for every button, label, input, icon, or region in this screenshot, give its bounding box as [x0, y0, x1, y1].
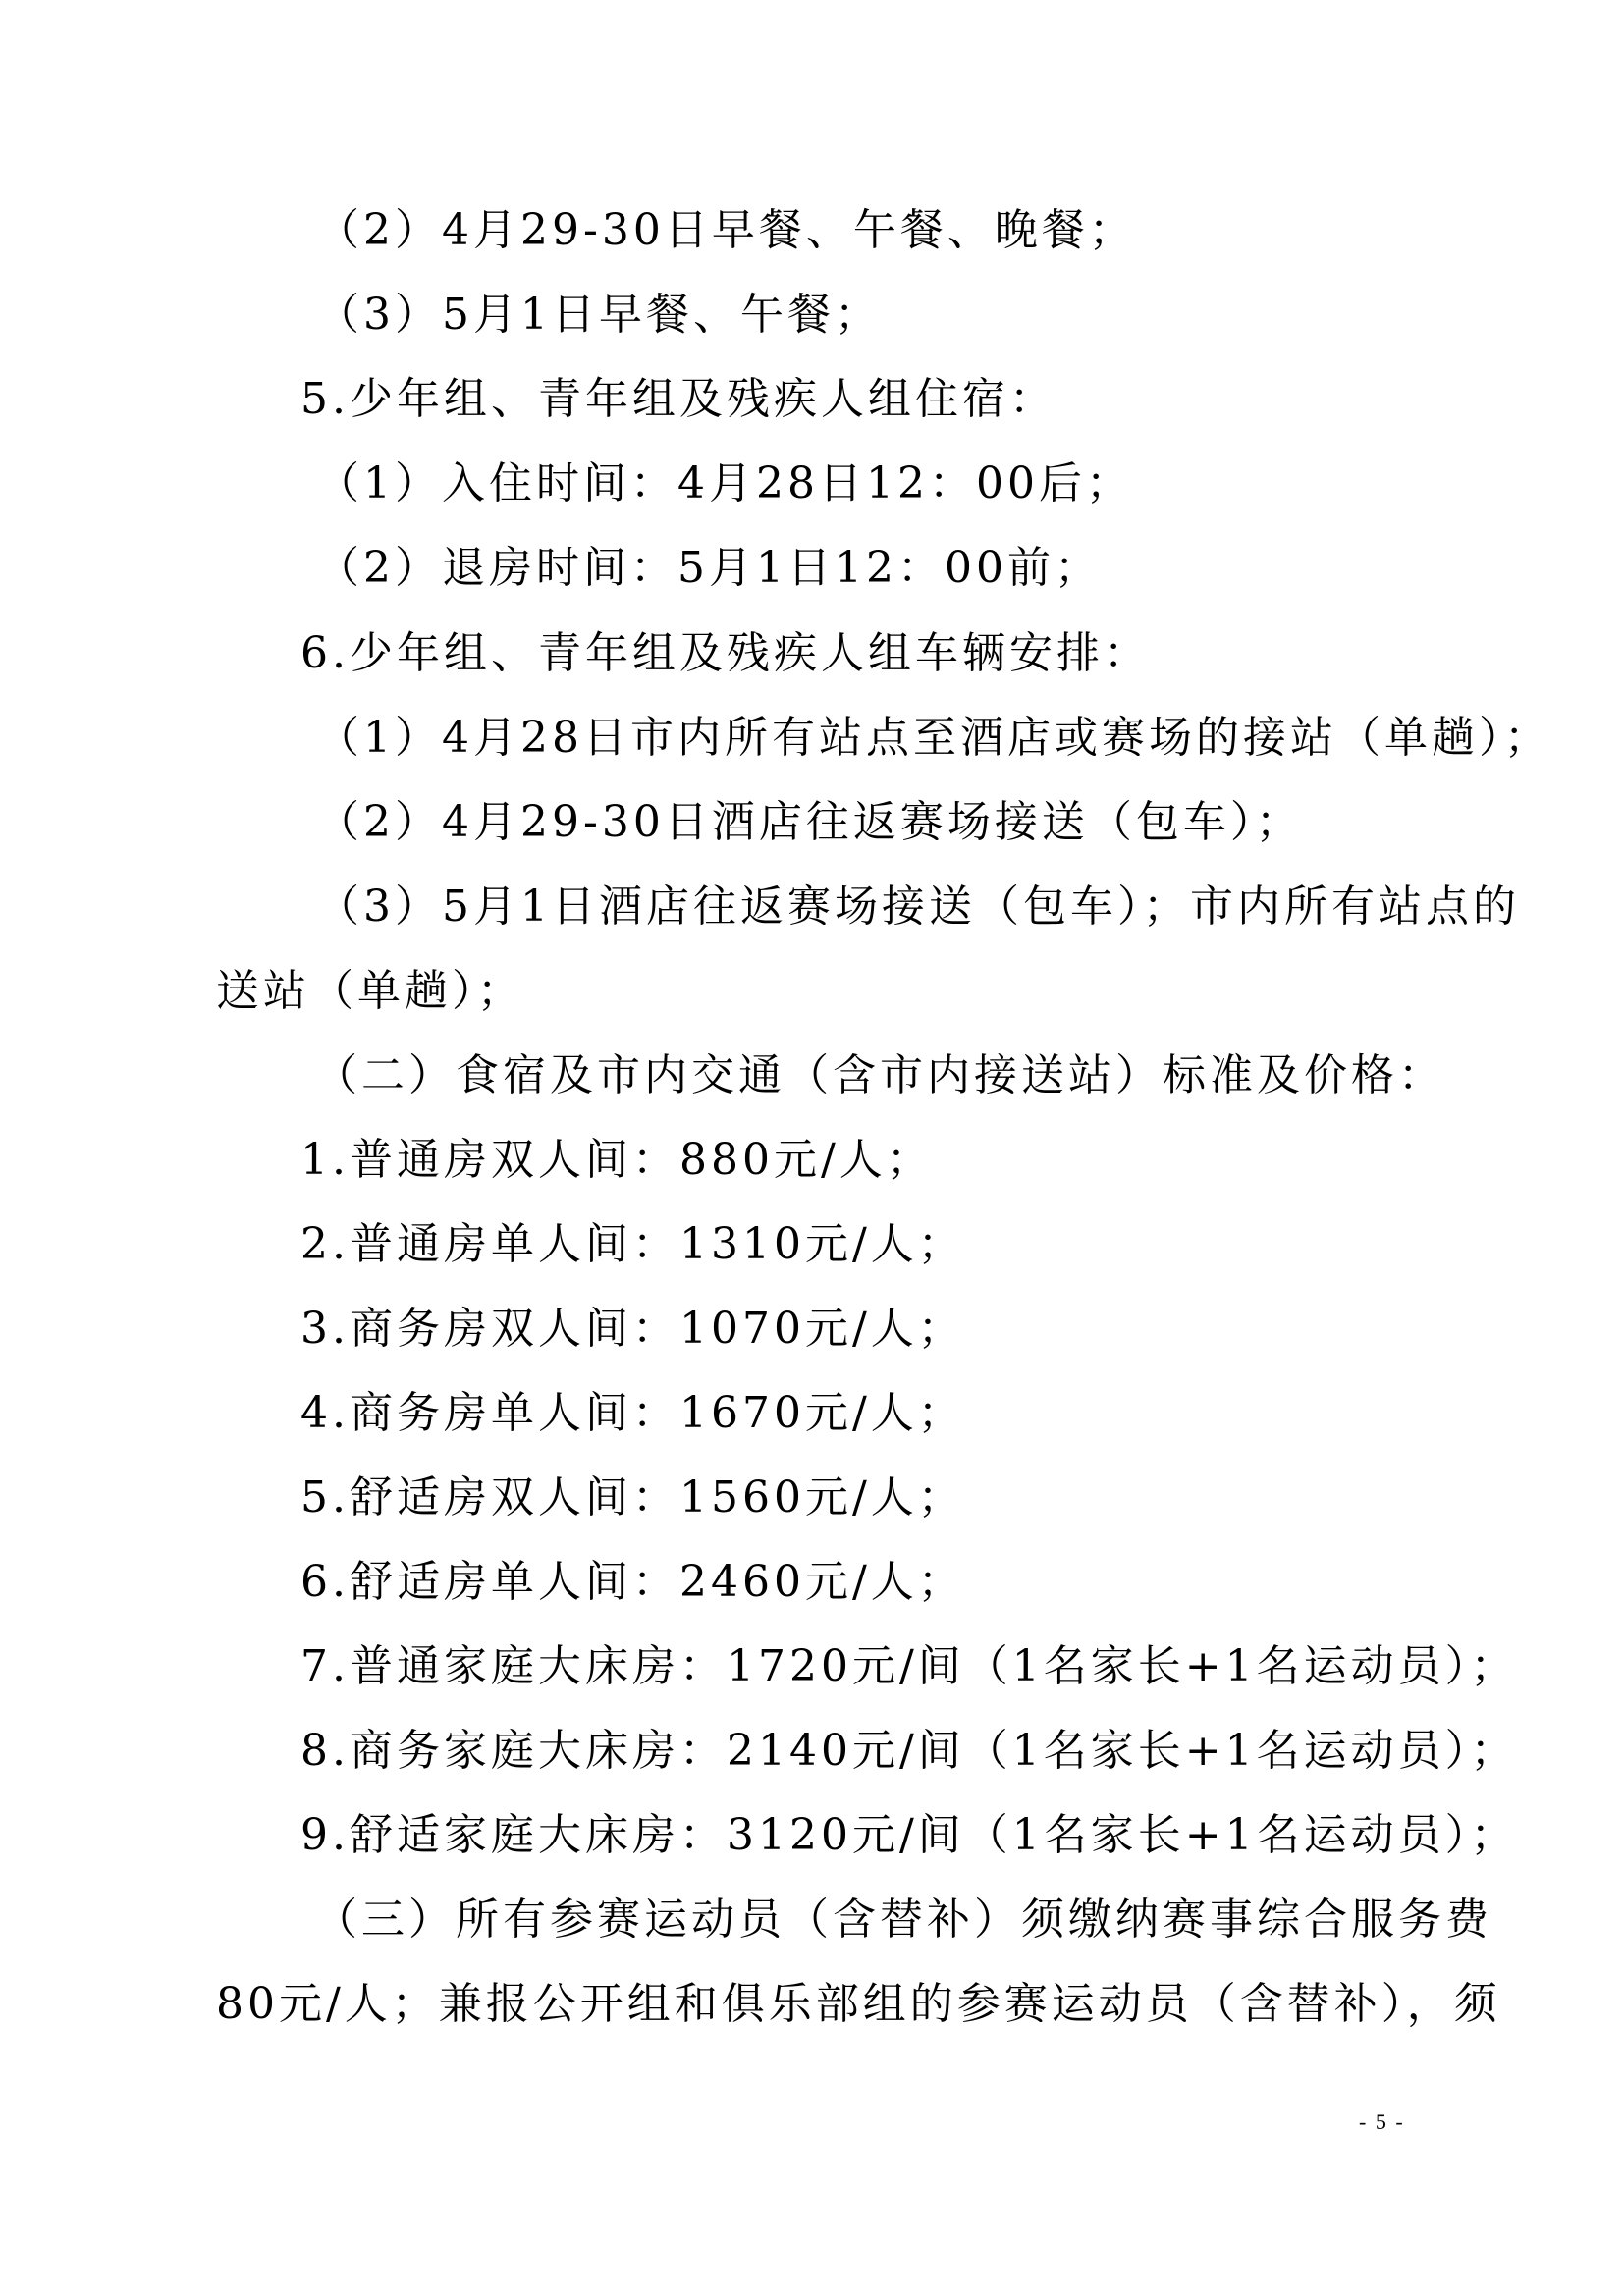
price-item-1: 1.普通房双人间：880元/人； — [300, 1135, 934, 1185]
section-two-heading: （二）食宿及市内交通（含市内接送站）标准及价格： — [314, 1050, 1445, 1100]
vehicle-item-3-cont: 送站（单趟）； — [216, 966, 524, 1016]
section-three-heading: （三）所有参赛运动员（含替补）须缴纳赛事综合服务费 — [314, 1895, 1492, 1945]
price-item-5: 5.舒适房双人间：1560元/人； — [300, 1472, 965, 1522]
price-item-3: 3.商务房双人间：1070元/人； — [300, 1304, 965, 1354]
vehicle-item-3: （3）5月1日酒店往返赛场接送（包车）；市内所有站点的 — [316, 881, 1520, 932]
vehicle-item-1: （1）4月28日市内所有站点至酒店或赛场的接站（单趟）； — [316, 713, 1551, 763]
page-number: - 5 - — [1359, 2109, 1405, 2134]
price-item-9: 9.舒适家庭大床房：3120元/间（1名家长+1名运动员）； — [300, 1810, 1518, 1860]
vehicle-heading: 6.少年组、青年组及残疾人组车辆安排： — [300, 628, 1151, 678]
accommodation-heading: 5.少年组、青年组及残疾人组住宿： — [300, 374, 1056, 424]
section-three-cont: 80元/人；兼报公开组和俱乐部组的参赛运动员（含替补），须 — [216, 1979, 1501, 2029]
price-item-2: 2.普通房单人间：1310元/人； — [300, 1219, 965, 1269]
check-out-time: （2）退房时间：5月1日12：00前； — [316, 543, 1102, 593]
meal-item-3: （3）5月1日早餐、午餐； — [316, 290, 882, 340]
price-item-7: 7.普通家庭大床房：1720元/间（1名家长+1名运动员）； — [300, 1641, 1518, 1691]
price-item-8: 8.商务家庭大床房：2140元/间（1名家长+1名运动员）； — [300, 1726, 1518, 1776]
price-item-6: 6.舒适房单人间：2460元/人； — [300, 1557, 965, 1607]
check-in-time: （1）入住时间：4月28日12：00后； — [316, 458, 1133, 508]
meal-item-2: （2）4月29-30日早餐、午餐、晚餐； — [316, 205, 1136, 255]
price-item-4: 4.商务房单人间：1670元/人； — [300, 1388, 965, 1438]
vehicle-item-2: （2）4月29-30日酒店往返赛场接送（包车）； — [316, 797, 1303, 847]
